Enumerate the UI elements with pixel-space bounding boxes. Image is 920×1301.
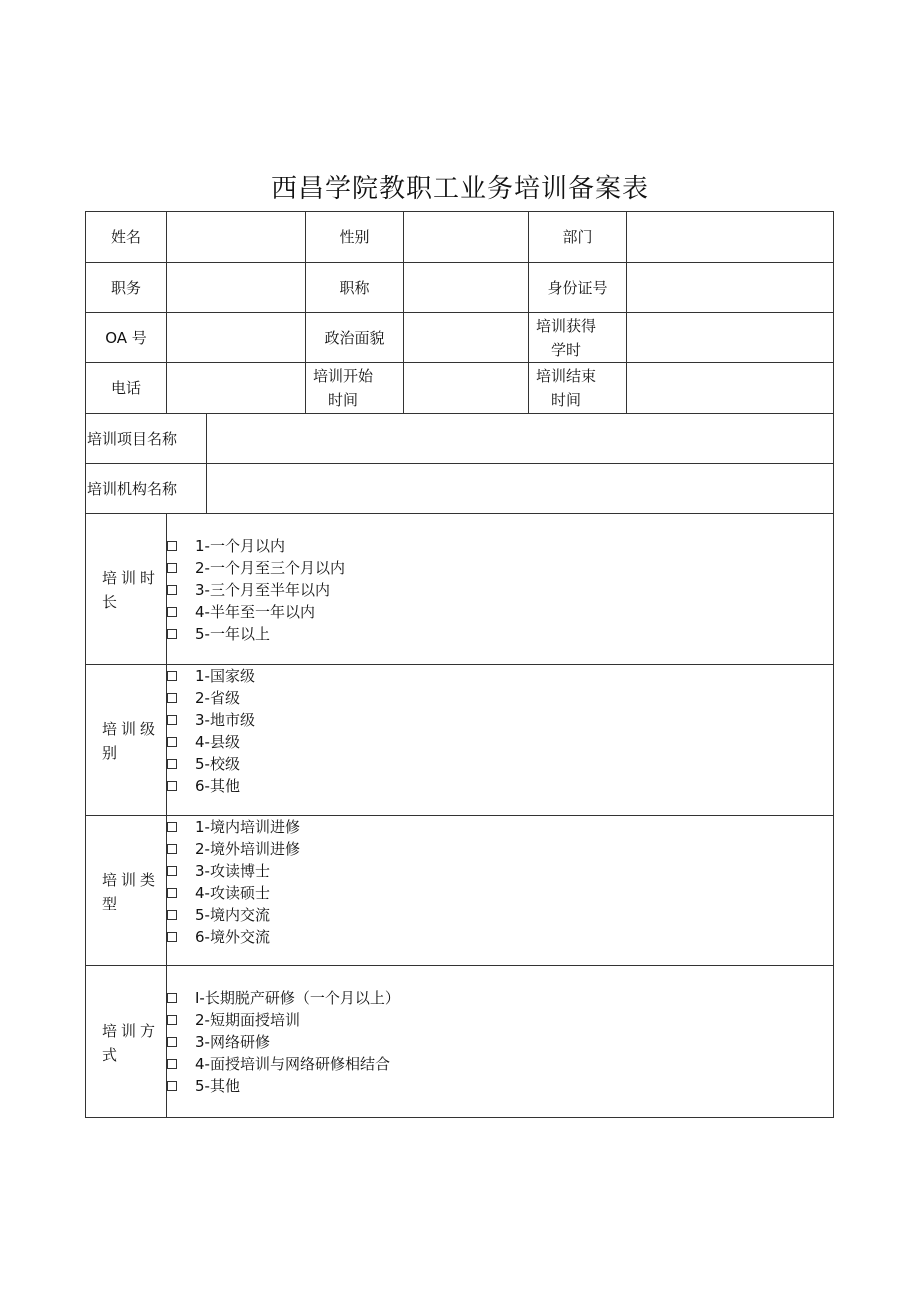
checkbox[interactable] [167, 629, 177, 639]
checkbox[interactable] [167, 585, 177, 595]
mode-options [167, 987, 400, 1097]
project-name-label: 培训项目名称 [87, 430, 178, 448]
checkbox[interactable] [167, 1081, 177, 1091]
checkbox[interactable] [167, 993, 177, 1003]
checkbox[interactable] [167, 693, 177, 703]
type-option[interactable]: 5-境内交流 [167, 904, 300, 926]
id-number-label: 身份证号 [547, 278, 608, 297]
page-title: 西昌学院教职工业务培训备案表 [270, 174, 649, 204]
type-option[interactable]: 4-攻读硕士 [167, 882, 300, 904]
checkbox[interactable] [167, 671, 177, 681]
project-name-value[interactable] [207, 414, 833, 463]
checkbox[interactable] [167, 1015, 177, 1025]
start-time-label: 培训开始时间 [312, 367, 373, 409]
political-status-value[interactable] [404, 313, 528, 362]
checkbox[interactable] [167, 910, 177, 920]
phone-value[interactable] [167, 363, 305, 413]
level-option[interactable]: 5-校级 [167, 753, 255, 775]
institution-name-label: 培训机构名称 [87, 480, 178, 498]
level-option[interactable]: 2-省级 [167, 687, 255, 709]
duration-option[interactable]: 2-一个月至三个月以内 [167, 557, 345, 579]
mode-option[interactable]: 5-其他 [167, 1075, 400, 1097]
level-option[interactable]: 6-其他 [167, 775, 255, 797]
level-option[interactable]: 3-地市级 [167, 709, 255, 731]
type-option[interactable]: 1-境内培训进修 [167, 816, 300, 838]
type-options [167, 816, 300, 948]
position-value[interactable] [167, 263, 305, 312]
checkbox[interactable] [167, 844, 177, 854]
political-status-label: 政治面貌 [324, 328, 385, 347]
checkbox[interactable] [167, 866, 177, 876]
name-value[interactable] [167, 212, 305, 262]
oa-number-value[interactable] [167, 313, 305, 362]
duration-option[interactable]: 4-半年至一年以内 [167, 601, 345, 623]
end-time-label: 培训结束时间 [535, 367, 596, 409]
mode-option[interactable]: 3-网络研修 [167, 1031, 400, 1053]
id-number-value[interactable] [627, 263, 833, 312]
end-time-value[interactable] [627, 363, 833, 413]
type-option[interactable]: 6-境外交流 [167, 926, 300, 948]
checkbox[interactable] [167, 932, 177, 942]
level-option[interactable]: 4-县级 [167, 731, 255, 753]
oa-number-label: OA 号 [105, 328, 147, 347]
mode-option[interactable]: 4-面授培训与网络研修相结合 [167, 1053, 400, 1075]
institution-name-value[interactable] [207, 464, 833, 513]
professional-title-value[interactable] [404, 263, 528, 312]
checkbox[interactable] [167, 888, 177, 898]
duration-option[interactable]: 5-一年以上 [167, 623, 345, 645]
start-time-value[interactable] [404, 363, 528, 413]
department-value[interactable] [627, 212, 833, 262]
position-label: 职务 [110, 278, 141, 297]
department-label: 部门 [562, 228, 593, 246]
duration-option[interactable]: 1-一个月以内 [167, 535, 345, 557]
phone-label: 电话 [110, 379, 141, 397]
checkbox[interactable] [167, 822, 177, 832]
gender-value[interactable] [404, 212, 528, 262]
name-label: 姓名 [110, 228, 141, 246]
mode-option[interactable]: I-长期脱产研修（一个月以上） [167, 987, 400, 1009]
type-option[interactable]: 2-境外培训进修 [167, 838, 300, 860]
gender-label: 性别 [339, 228, 370, 246]
level-section-label: 培训级别 [102, 720, 160, 762]
duration-option[interactable]: 3-三个月至半年以内 [167, 579, 345, 601]
checkbox[interactable] [167, 759, 177, 769]
checkbox[interactable] [167, 541, 177, 551]
checkbox[interactable] [167, 715, 177, 725]
duration-section-label: 培训时长 [102, 569, 160, 611]
checkbox[interactable] [167, 1037, 177, 1047]
level-options [167, 665, 255, 797]
training-hours-value[interactable] [627, 313, 833, 362]
checkbox[interactable] [167, 781, 177, 791]
level-option[interactable]: 1-国家级 [167, 665, 255, 687]
training-hours-label: 培训获得学时 [535, 316, 596, 359]
checkbox[interactable] [167, 563, 177, 573]
professional-title-label: 职称 [339, 278, 370, 297]
duration-options [167, 535, 345, 645]
checkbox[interactable] [167, 607, 177, 617]
mode-option[interactable]: 2-短期面授培训 [167, 1009, 400, 1031]
type-option[interactable]: 3-攻读博士 [167, 860, 300, 882]
checkbox[interactable] [167, 737, 177, 747]
mode-section-label: 培训方式 [102, 1022, 160, 1064]
type-section-label: 培训类型 [102, 871, 160, 913]
checkbox[interactable] [167, 1059, 177, 1069]
